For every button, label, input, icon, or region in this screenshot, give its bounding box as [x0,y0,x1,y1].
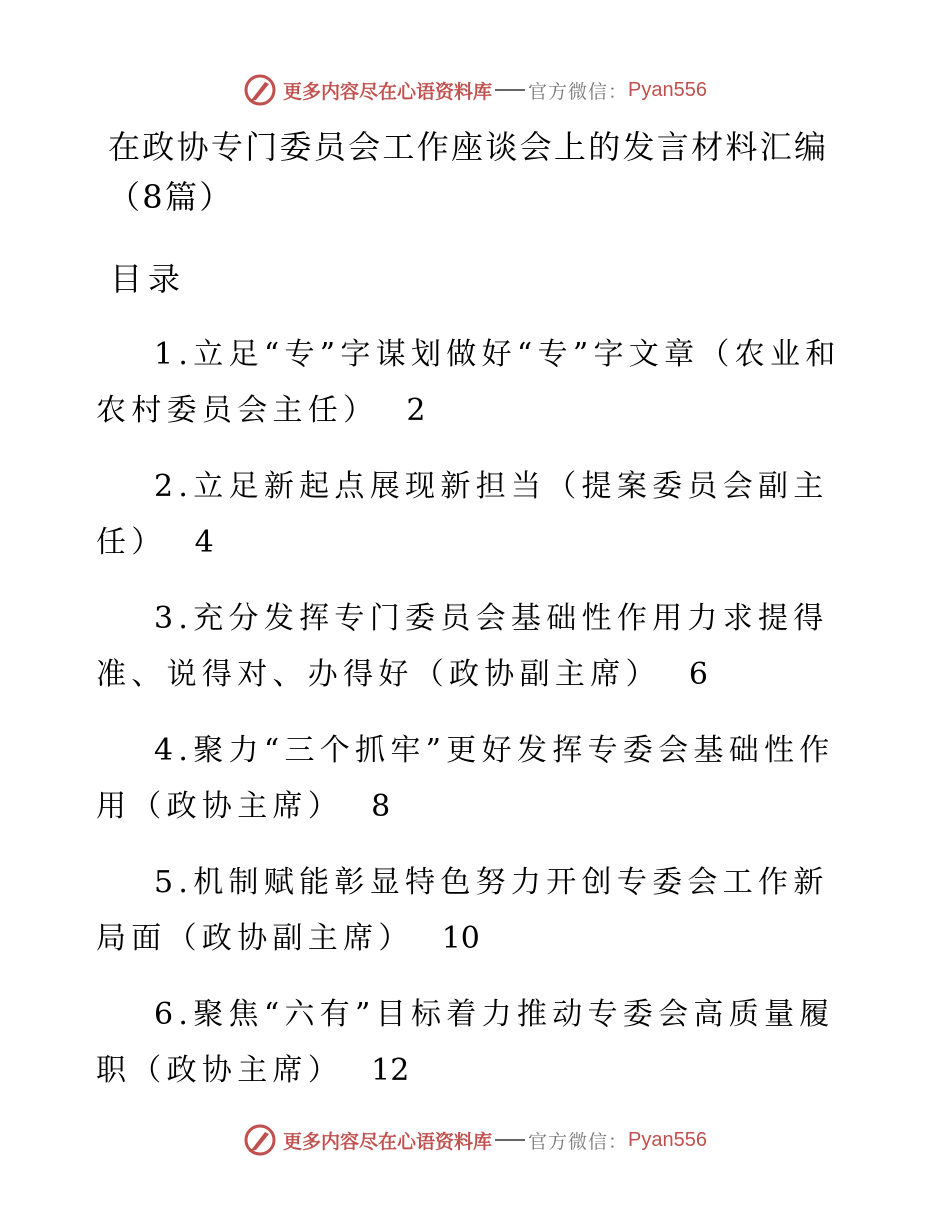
watermark-label: 官方微信： [528,1130,629,1153]
watermark-footer [0,1120,950,1160]
watermark-text: 更多内容尽在心语资料库 [283,80,493,103]
toc-item [96,459,848,571]
toc-item-text: 5.机制赋能彰显特色努力开创专委会工作新局面（政协副主席） [96,865,829,956]
toc-item [96,855,848,967]
quill-logo-icon [243,73,277,107]
toc-item-text: 1.立足“专”字谋划做好“专”字文章（农业和农村委员会主任） [96,337,841,428]
quill-logo-icon [243,1123,277,1157]
watermark-handle: Pyan556 [628,1128,707,1151]
toc-heading: 目录 [110,260,187,298]
toc-item-page: 12 [371,1053,410,1088]
watermark-header [0,70,950,110]
toc-item [96,327,848,439]
toc-item-page: 10 [441,921,480,956]
toc-item-text: 6.聚焦“六有”目标着力推动专委会高质量履职（政协主席） [96,997,835,1088]
toc-item-text: 2.立足新起点展现新担当（提案委员会副主任） [96,469,829,560]
document-title: 在政协专门委员会工作座谈会上的发言材料汇编（8篇） [108,128,829,216]
toc-item [96,591,848,703]
toc-item [96,987,848,1099]
watermark-label: 官方微信： [528,80,629,103]
watermark-dash [495,1139,525,1141]
toc-item-page: 8 [371,789,391,824]
toc-item-text: 3.充分发挥专门委员会基础性作用力求提得准、说得对、办得好（政协副主席） [96,601,829,692]
toc-item-page: 6 [688,657,708,692]
watermark-dash [495,89,525,91]
watermark-handle: Pyan556 [628,78,707,101]
toc-item [96,723,848,835]
toc-item-page: 2 [406,393,426,428]
watermark-text: 更多内容尽在心语资料库 [283,1130,493,1153]
toc-item-page: 4 [194,525,214,560]
toc-item-text: 4.聚力“三个抓牢”更好发挥专委会基础性作用（政协主席） [96,733,835,824]
table-of-contents [96,327,848,1119]
